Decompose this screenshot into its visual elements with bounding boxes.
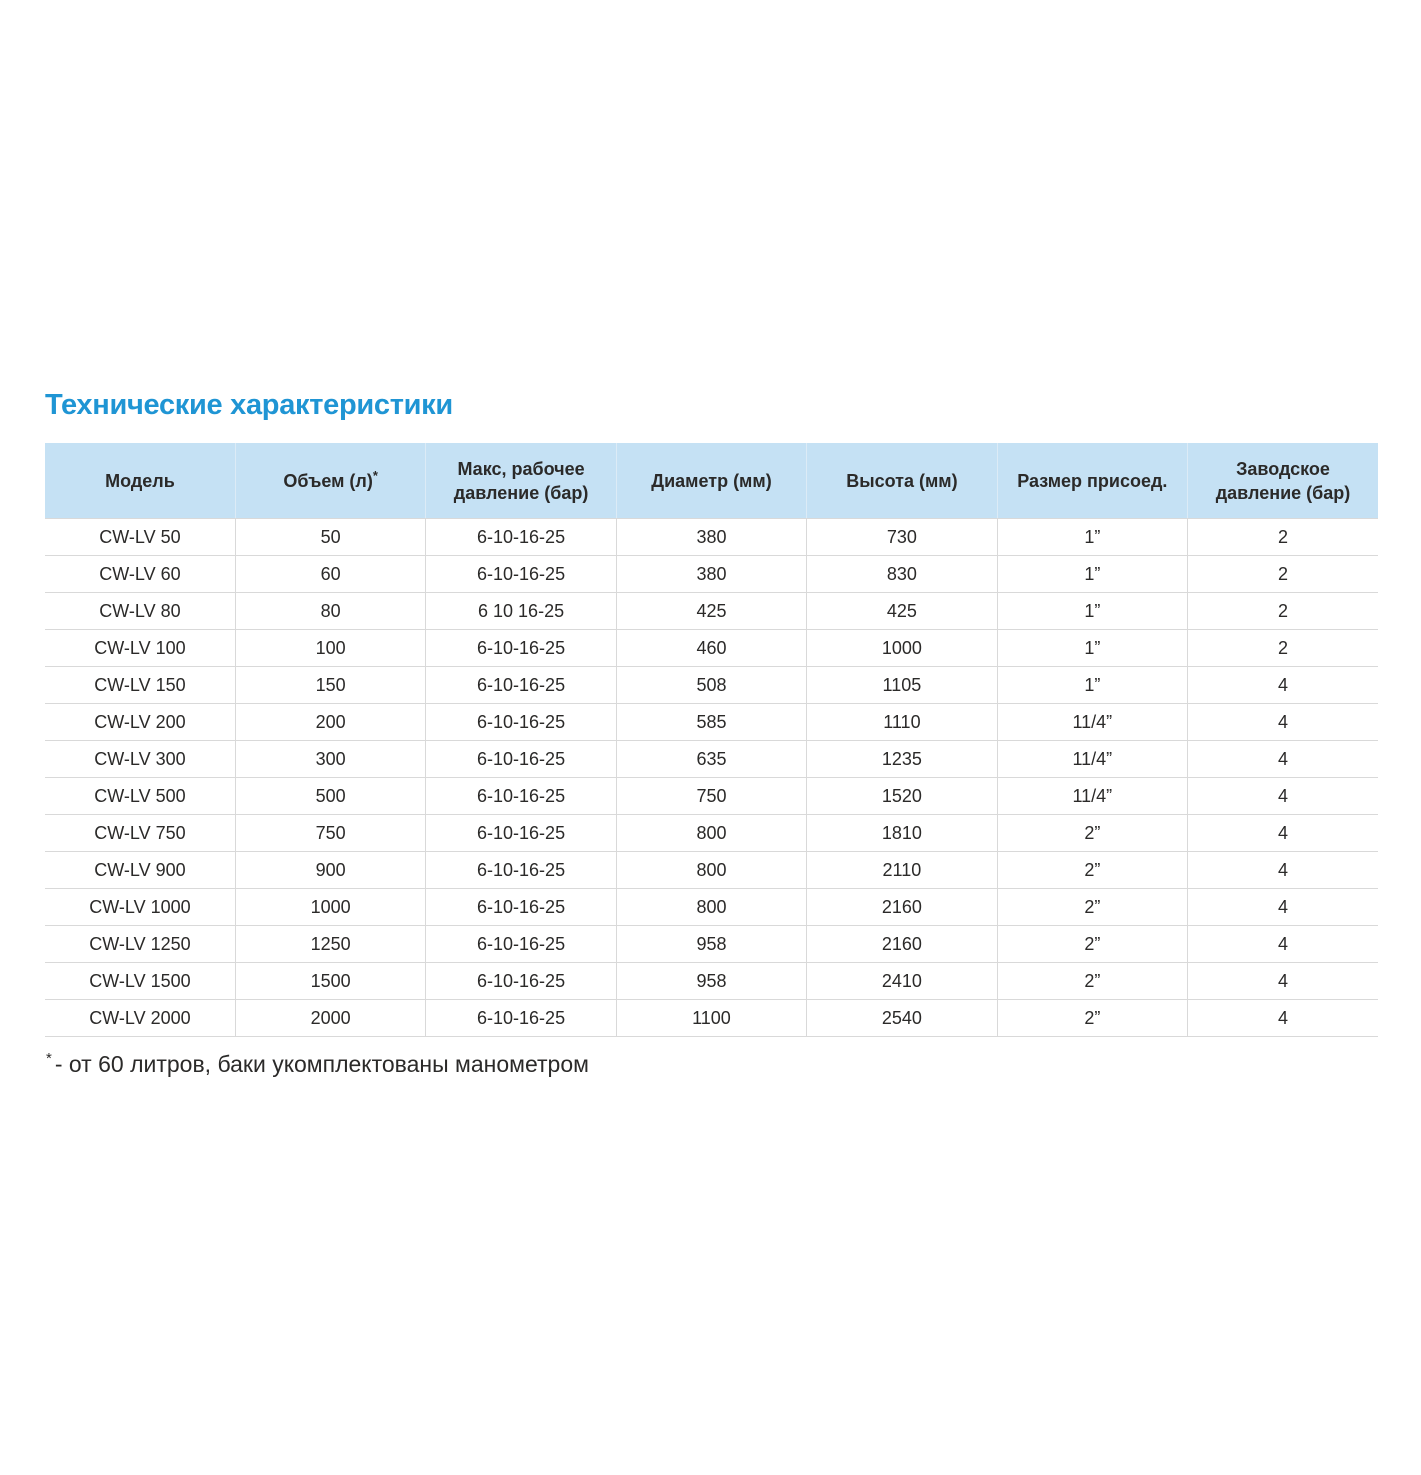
table-row (45, 926, 1378, 963)
table-cell: 6-10-16-25 (426, 926, 616, 963)
table-cell: 800 (616, 815, 806, 852)
table-cell: 750 (616, 778, 806, 815)
column-header: Макс, рабочее давление (бар) (426, 443, 616, 519)
table-cell: 4 (1188, 1000, 1378, 1037)
table-cell: 2540 (807, 1000, 997, 1037)
table-cell: 500 (235, 778, 425, 815)
table-cell: 11/4” (997, 704, 1187, 741)
superscript-asterisk: * (372, 467, 378, 483)
table-row (45, 778, 1378, 815)
table-cell: 1000 (807, 630, 997, 667)
table-cell: 6 10 16-25 (426, 593, 616, 630)
table-row (45, 519, 1378, 556)
column-header: Заводское давление (бар) (1188, 443, 1378, 519)
table-cell: 730 (807, 519, 997, 556)
table-row (45, 556, 1378, 593)
table-cell: CW-LV 750 (45, 815, 235, 852)
table-cell: 100 (235, 630, 425, 667)
table-cell: 2 (1188, 519, 1378, 556)
table-cell: 2” (997, 889, 1187, 926)
column-header: Высота (мм) (807, 443, 997, 519)
footnote-text: - от 60 литров, баки укомплектованы манометром (54, 1051, 589, 1077)
table-cell: CW-LV 200 (45, 704, 235, 741)
table-cell: 6-10-16-25 (426, 1000, 616, 1037)
table-cell: 1100 (616, 1000, 806, 1037)
table-cell: 2160 (807, 889, 997, 926)
table-cell: 1” (997, 593, 1187, 630)
table-cell: CW-LV 60 (45, 556, 235, 593)
table-cell: 508 (616, 667, 806, 704)
page-title: Технические характеристики (45, 389, 453, 421)
table-cell: 2 (1188, 630, 1378, 667)
table-cell: 50 (235, 519, 425, 556)
table-cell: CW-LV 1250 (45, 926, 235, 963)
table-cell: 2000 (235, 1000, 425, 1037)
table-cell: 4 (1188, 741, 1378, 778)
header-row (45, 443, 1378, 519)
table-row (45, 593, 1378, 630)
table-cell: 830 (807, 556, 997, 593)
table-cell: 1105 (807, 667, 997, 704)
table-cell: 1520 (807, 778, 997, 815)
table-cell: 6-10-16-25 (426, 556, 616, 593)
table-cell: 425 (616, 593, 806, 630)
table-cell: CW-LV 500 (45, 778, 235, 815)
table-cell: 800 (616, 889, 806, 926)
table-row (45, 667, 1378, 704)
column-header: Объем (л)* (235, 443, 425, 519)
table-cell: 4 (1188, 963, 1378, 1000)
table-cell: CW-LV 1000 (45, 889, 235, 926)
table-cell: 6-10-16-25 (426, 667, 616, 704)
table-cell: 6-10-16-25 (426, 741, 616, 778)
table-cell: 750 (235, 815, 425, 852)
table-cell: 6-10-16-25 (426, 630, 616, 667)
table-cell: 2 (1188, 556, 1378, 593)
table-cell: 460 (616, 630, 806, 667)
table-cell: 11/4” (997, 778, 1187, 815)
spec-table-header (45, 443, 1378, 519)
table-cell: 150 (235, 667, 425, 704)
table-row (45, 815, 1378, 852)
table-cell: 6-10-16-25 (426, 963, 616, 1000)
table-cell: 2110 (807, 852, 997, 889)
table-cell: 2” (997, 815, 1187, 852)
table-cell: 6-10-16-25 (426, 704, 616, 741)
table-row (45, 741, 1378, 778)
table-cell: 900 (235, 852, 425, 889)
table-cell: 80 (235, 593, 425, 630)
table-cell: 958 (616, 963, 806, 1000)
table-cell: 1810 (807, 815, 997, 852)
footnote (46, 1048, 589, 1080)
table-cell: 1235 (807, 741, 997, 778)
table-row (45, 852, 1378, 889)
table-cell: 1000 (235, 889, 425, 926)
table-cell: CW-LV 150 (45, 667, 235, 704)
table-cell: 6-10-16-25 (426, 815, 616, 852)
table-cell: 2” (997, 852, 1187, 889)
table-cell: 1” (997, 630, 1187, 667)
table-row (45, 630, 1378, 667)
spec-table-body (45, 519, 1378, 1037)
table-cell: 200 (235, 704, 425, 741)
table-row (45, 889, 1378, 926)
table-cell: CW-LV 80 (45, 593, 235, 630)
table-cell: CW-LV 2000 (45, 1000, 235, 1037)
table-cell: 300 (235, 741, 425, 778)
table-cell: 2” (997, 926, 1187, 963)
table-cell: 1250 (235, 926, 425, 963)
table-cell: 6-10-16-25 (426, 852, 616, 889)
table-cell: 800 (616, 852, 806, 889)
table-cell: 4 (1188, 667, 1378, 704)
table-cell: 6-10-16-25 (426, 889, 616, 926)
table-row (45, 704, 1378, 741)
table-cell: 635 (616, 741, 806, 778)
table-cell: 2 (1188, 593, 1378, 630)
table-cell: 1” (997, 667, 1187, 704)
table-cell: 1” (997, 519, 1187, 556)
column-header: Диаметр (мм) (616, 443, 806, 519)
table-cell: CW-LV 1500 (45, 963, 235, 1000)
table-cell: 4 (1188, 815, 1378, 852)
table-cell: 380 (616, 519, 806, 556)
table-cell: 2” (997, 963, 1187, 1000)
table-cell: 4 (1188, 778, 1378, 815)
spec-table (45, 443, 1378, 1037)
table-row (45, 963, 1378, 1000)
table-cell: 6-10-16-25 (426, 519, 616, 556)
table-cell: 425 (807, 593, 997, 630)
table-cell: 958 (616, 926, 806, 963)
table-cell: 380 (616, 556, 806, 593)
table-cell: 585 (616, 704, 806, 741)
table-cell: 6-10-16-25 (426, 778, 616, 815)
table-cell: 4 (1188, 889, 1378, 926)
table-cell: 11/4” (997, 741, 1187, 778)
table-cell: 2” (997, 1000, 1187, 1037)
column-header: Размер присоед. (997, 443, 1187, 519)
table-cell: 2410 (807, 963, 997, 1000)
table-cell: 60 (235, 556, 425, 593)
table-cell: 1110 (807, 704, 997, 741)
table-cell: CW-LV 50 (45, 519, 235, 556)
table-cell: 2160 (807, 926, 997, 963)
table-cell: 1500 (235, 963, 425, 1000)
table-cell: 1” (997, 556, 1187, 593)
footnote-asterisk: * (46, 1050, 52, 1068)
table-cell: CW-LV 100 (45, 630, 235, 667)
table-row (45, 1000, 1378, 1037)
table-cell: CW-LV 300 (45, 741, 235, 778)
table-cell: CW-LV 900 (45, 852, 235, 889)
table-cell: 4 (1188, 852, 1378, 889)
table-cell: 4 (1188, 704, 1378, 741)
column-header: Модель (45, 443, 235, 519)
table-cell: 4 (1188, 926, 1378, 963)
